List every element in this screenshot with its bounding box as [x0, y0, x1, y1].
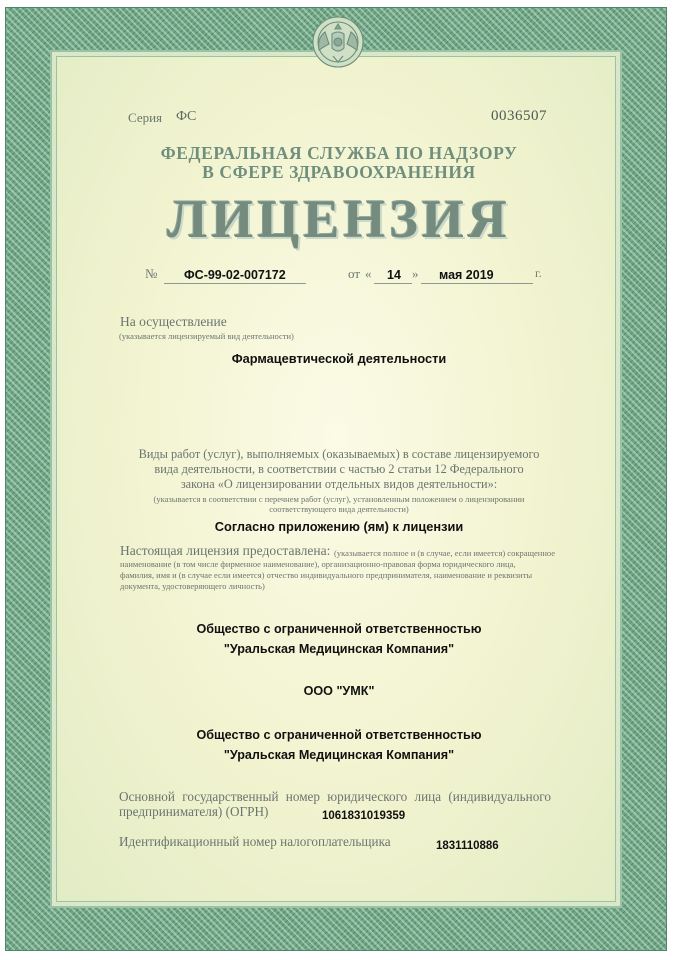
license-number-underline: [164, 283, 306, 284]
date-from-label: от: [348, 266, 361, 281]
license-day: 14: [387, 268, 401, 282]
granted-hint-1: (указывается полное и (в случае, если имеется) сокращенное: [334, 548, 556, 558]
granted-hint-2: наименование (в том числе фирменное наименование), организационно-правовая форма юридического лица,: [120, 559, 516, 569]
date-quote-close: »: [412, 266, 419, 281]
ogrn-label-line-2: предпринимателя) (ОГРН): [119, 804, 269, 819]
works-value: Согласно приложению (ям) к лицензии: [214, 519, 464, 534]
document-title: ЛИЦЕНЗИЯ: [167, 189, 511, 249]
series-value: ФС: [176, 109, 197, 124]
year-suffix: г.: [535, 266, 542, 280]
granted-hint-4: документа, удостоверяющего личность): [120, 581, 265, 591]
activity-label: На осуществление: [120, 314, 227, 329]
inn-label: Идентификационный номер налогоплательщика: [119, 834, 391, 849]
granted-label: Настоящая лицензия предоставлена:: [120, 543, 331, 558]
organization-full-name-1: Общество с ограниченной ответственностью: [196, 622, 482, 636]
russian-coat-of-arms-icon: [303, 12, 373, 70]
date-quote-open: «: [365, 266, 372, 281]
works-line-1: Виды работ (услуг), выполняемых (оказываемых) в составе лицензируемого: [138, 447, 540, 461]
ogrn-label-line-1: Основной государственный номер юридического лица (индивидуального: [119, 789, 551, 804]
license-number-label: №: [145, 266, 158, 281]
organization-full-name-2: "Уральская Медицинская Компания": [223, 642, 455, 656]
activity-value: Фармацевтической деятельности: [231, 351, 447, 366]
agency-line-1: ФЕДЕРАЛЬНАЯ СЛУЖБА ПО НАДЗОРУ: [160, 143, 518, 163]
organization-brand-name-2: "Уральская Медицинская Компания": [223, 748, 455, 762]
works-line-3: закона «О лицензировании отдельных видов деятельности»:: [180, 477, 498, 491]
license-month-year: мая 2019: [439, 268, 494, 282]
works-hint-2: соответствующего вида деятельности): [269, 504, 409, 514]
month-year-underline: [421, 283, 533, 284]
granted-hint-3: фамилия, имя и (в случае если имеется) отчество индивидуального предпринимателя, наименование и реквизиты: [120, 570, 533, 580]
license-number: ФС-99-02-007172: [184, 268, 286, 282]
ogrn-value: 1061831019359: [322, 810, 406, 822]
form-number: 0036507: [491, 108, 547, 124]
organization-brand-name-1: Общество с ограниченной ответственностью: [196, 728, 482, 742]
day-underline: [374, 283, 412, 284]
series-label: Серия: [128, 110, 163, 125]
agency-line-2: В СФЕРЕ ЗДРАВООХРАНЕНИЯ: [202, 162, 476, 182]
activity-hint: (указывается лицензируемый вид деятельности): [119, 331, 294, 341]
organization-short-name: ООО "УМК": [303, 684, 375, 698]
inn-value: 1831110886: [436, 840, 499, 852]
works-hint-1: (указывается в соответствии с перечнем работ (услуг), установленным положением о лицензировании: [153, 494, 525, 504]
works-line-2: вида деятельности, в соответствии с частью 2 статьи 12 Федерального: [154, 462, 524, 476]
